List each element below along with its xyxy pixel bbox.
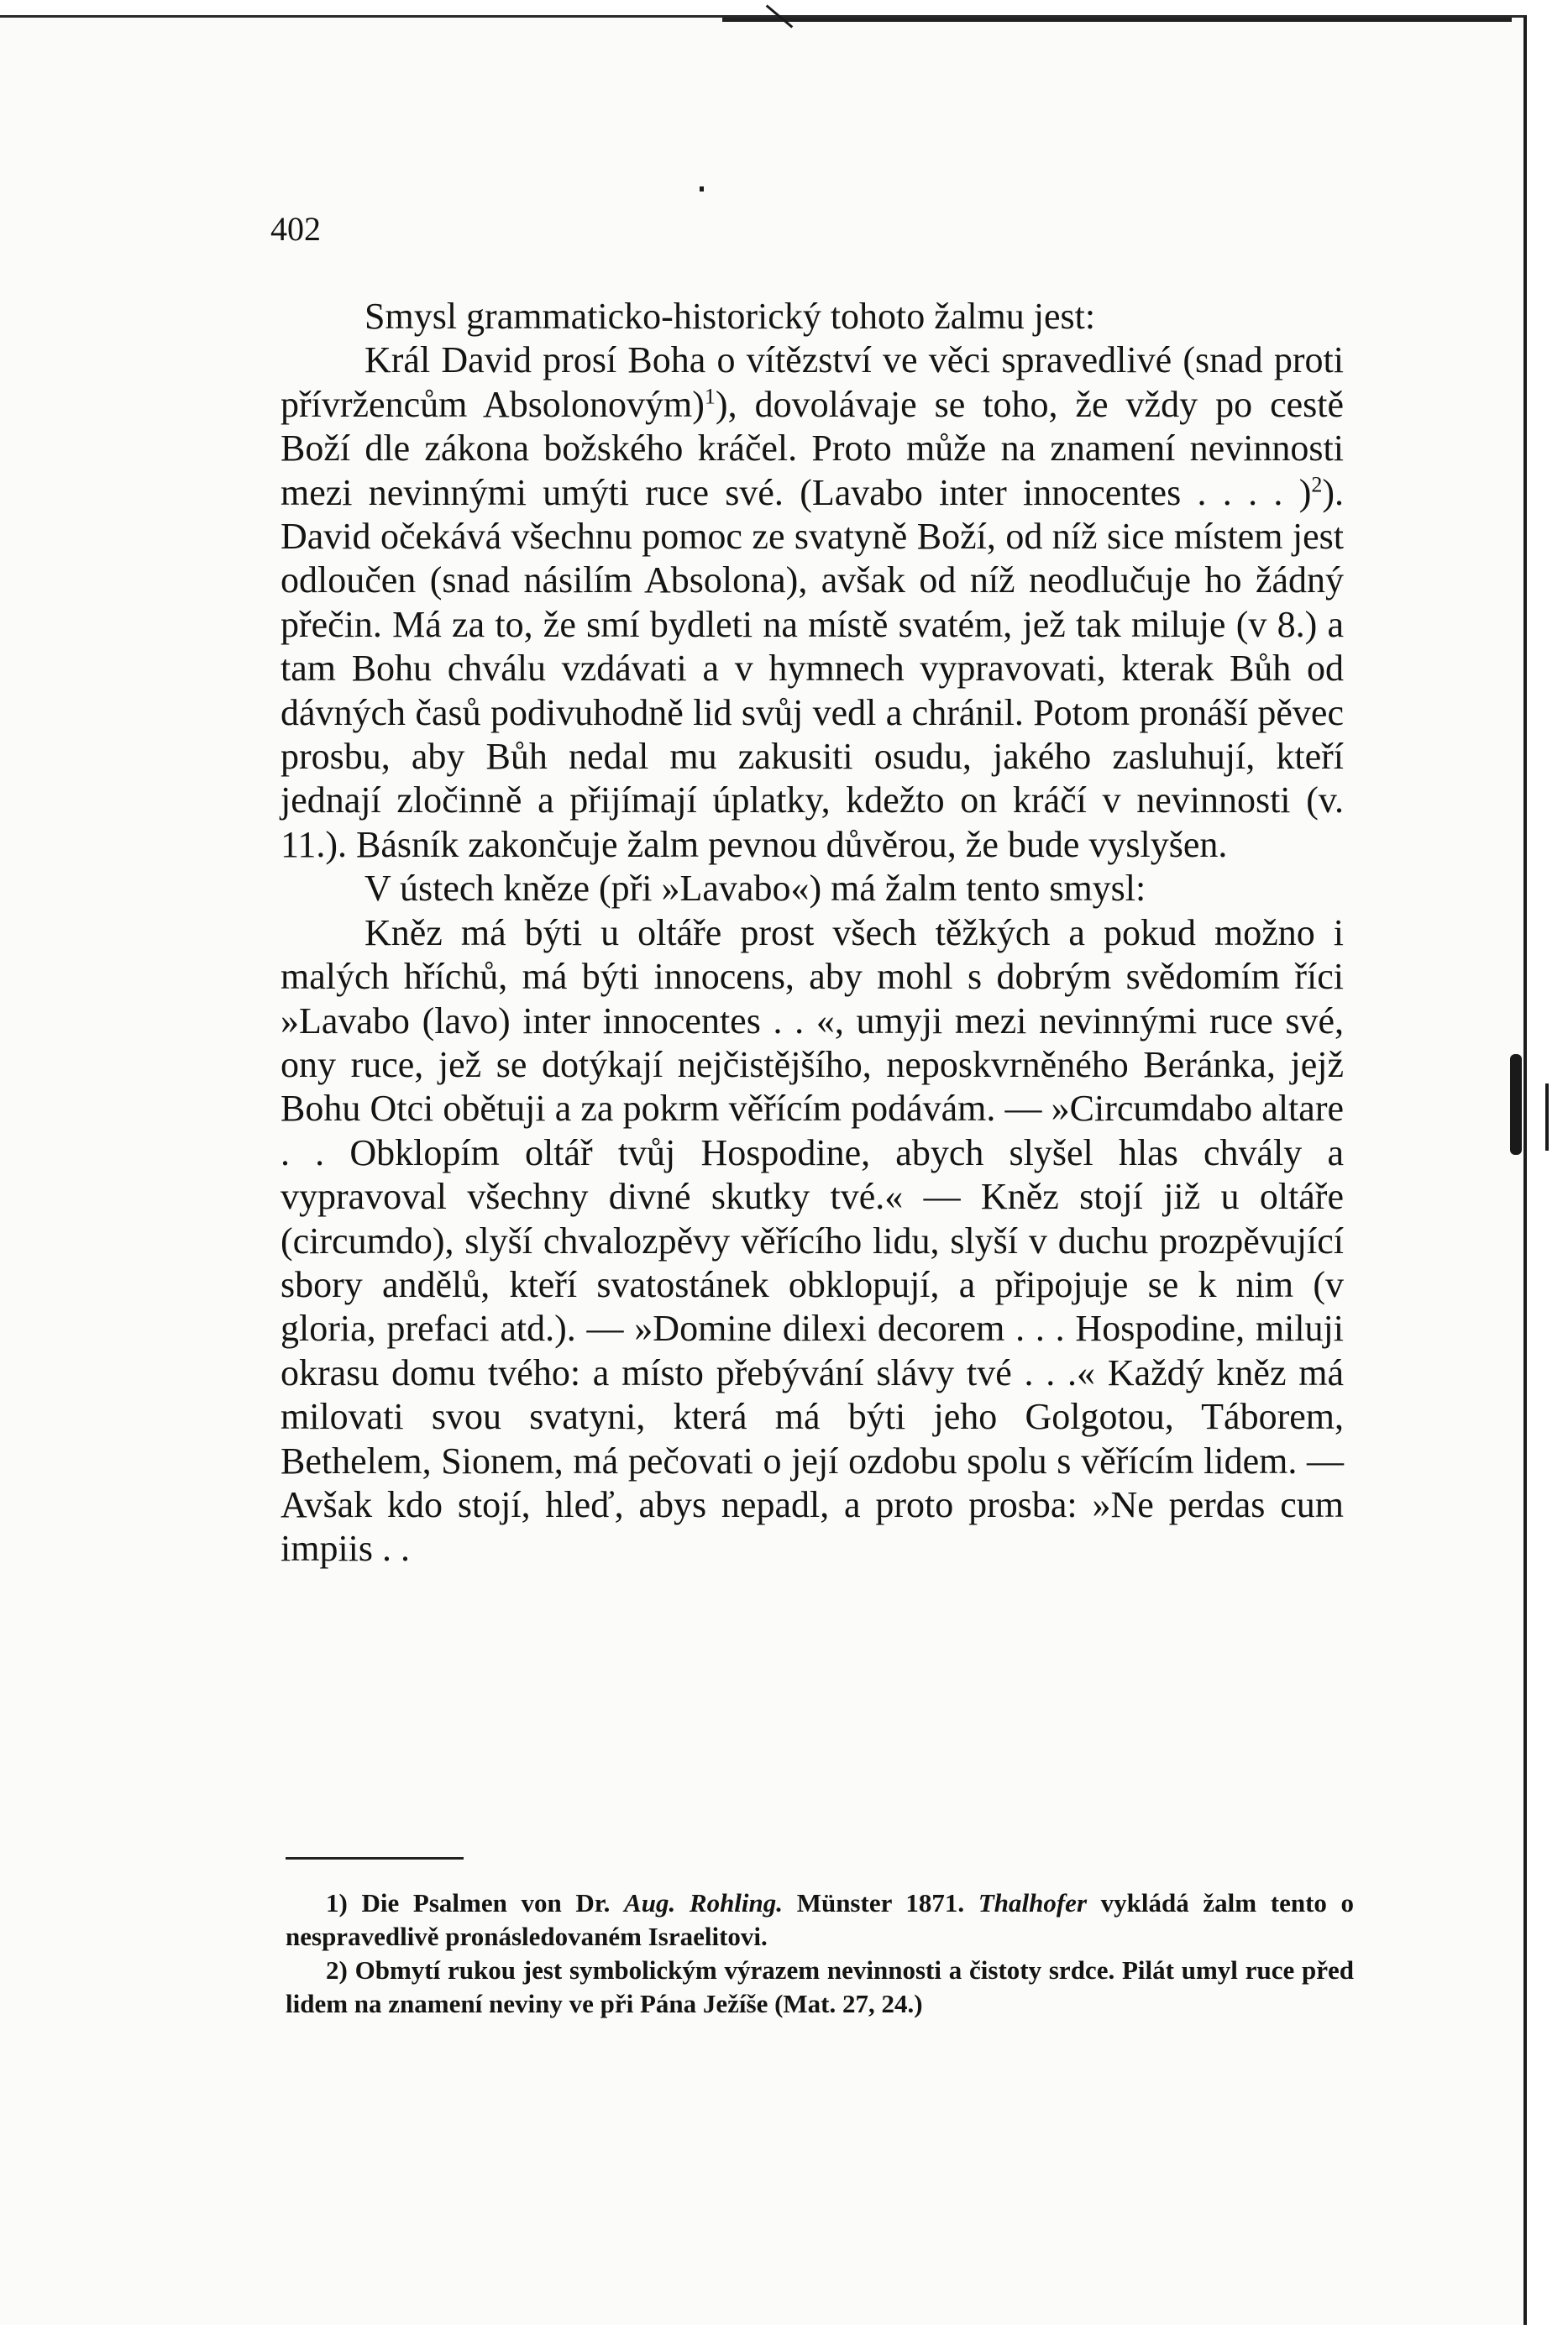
footnote-1-author: Aug. Rohling.	[624, 1888, 784, 1918]
footnote-1-mark: 1)	[326, 1888, 348, 1918]
footnotes	[286, 1886, 1354, 2021]
footnote-ref-2[interactable]: 2	[1311, 471, 1323, 496]
footnote-divider	[286, 1857, 464, 1860]
paragraph-2-text-b: ), dovolávaje se toho, že vždy po cestě Boží dle zákona božského kráčel. Proto může na znamení nevinnosti mezi nevinnými umýti ruce své. (Lavabo inter innocentes . . . . )	[281, 383, 1344, 513]
footnote-1-text-c: vykládá žalm tento o nespravedlivě pronásledovaném Israelitovi.	[286, 1888, 1355, 1951]
paragraph-2-text-c: ). David očekává všechnu pomoc ze svatyně Boží, od níž sice místem jest odloučen (snad násilím Absolona), avšak od níž neodlučuje ho žádný přečin. Má za to, že smí bydleti na místě svatém, jež tak miluje (v 8.) a tam Bohu chválu vzdávati a v hymnech vypravovati, kterak Bůh od dávných časů podivuhodně lid svůj vedl a chránil. Potom pronáší pěvec prosbu, aby Bůh nedal mu zakusiti osudu, jakého zasluhují, kteří jednají zločinně a přijímají úplatky, kdežto on kráčí v nevinnosti (v. 11.). Básník zakončuje žalm pevnou důvěrou, že bude vyslyšen.	[281, 471, 1344, 865]
paragraph-2	[281, 338, 1344, 867]
scan-mark-dot	[700, 186, 704, 192]
footnote-1	[286, 1886, 1354, 1954]
main-text	[281, 295, 1344, 1571]
footnote-2	[286, 1954, 1354, 2021]
paragraph-3: V ústech kněze (při »Lavabo«) má žalm tento smysl:	[364, 868, 1146, 910]
top-edge-rule	[722, 18, 1512, 22]
scanned-page	[0, 15, 1527, 2325]
footnote-2-mark: 2)	[326, 1955, 348, 1985]
scan-mark-right-clip	[1510, 1054, 1522, 1155]
footnote-1-text-b: Münster 1871.	[796, 1888, 965, 1918]
footnote-1-name: Thalhofer	[978, 1888, 1088, 1918]
scan-mark-right-tick	[1545, 1083, 1549, 1151]
footnote-ref-1[interactable]: 1	[704, 384, 716, 409]
paragraph-2-text-a: Král David prosí Boha o vítězství ve věci spravedlivé (snad proti přívržencům Absolonovým)	[281, 339, 1344, 425]
footnote-1-text-a: Die Psalmen von Dr.	[361, 1888, 611, 1918]
page-number: 402	[270, 210, 321, 248]
footnote-2-text: Obmytí rukou jest symbolickým výrazem nevinnosti a čistoty srdce. Pilát umyl ruce před lidem na znamení neviny ve při Pána Ježíše (Mat. 27, 24.)	[286, 1955, 1355, 2018]
paragraph-1: Smysl grammaticko-historický tohoto žalmu jest:	[364, 296, 1096, 337]
paragraph-4: Kněz má býti u oltáře prost všech těžkých a pokud možno i malých hříchů, má býti innocens, aby mohl s dobrým svědomím říci »Lavabo (lavo) inter innocentes . . «, umyji mezi nevinnými ruce své, ony ruce, jež se dotýkají nejčistějšího, neposkvrněného Beránka, jejž Bohu Otci obětuji a za pokrm věřícím podávám. — »Circumdabo altare . . Obklopím oltář tvůj Hospodine, abych slyšel hlas chvály a vypravoval všechny divné skutky tvé.« — Kněz stojí již u oltáře (circumdo), slyší chvalozpěvy věřícího lidu, slyší v duchu prozpěvující sbory andělů, kteří svatostánek obklopují, a připojuje se k nim (v gloria, prefaci atd.). — »Domine dilexi decorem . . . Hospodine, miluji okrasu domu tvého: a místo přebývání slávy tvé . . .« Každý kněz má milovati svou svatyni, která má býti jeho Golgotou, Táborem, Bethelem, Sionem, má pečovati o její ozdobu spolu s věřícím lidem. — Avšak kdo stojí, hleď, abys nepadl, a proto prosba: »Ne perdas cum impiis . .	[281, 911, 1344, 1570]
